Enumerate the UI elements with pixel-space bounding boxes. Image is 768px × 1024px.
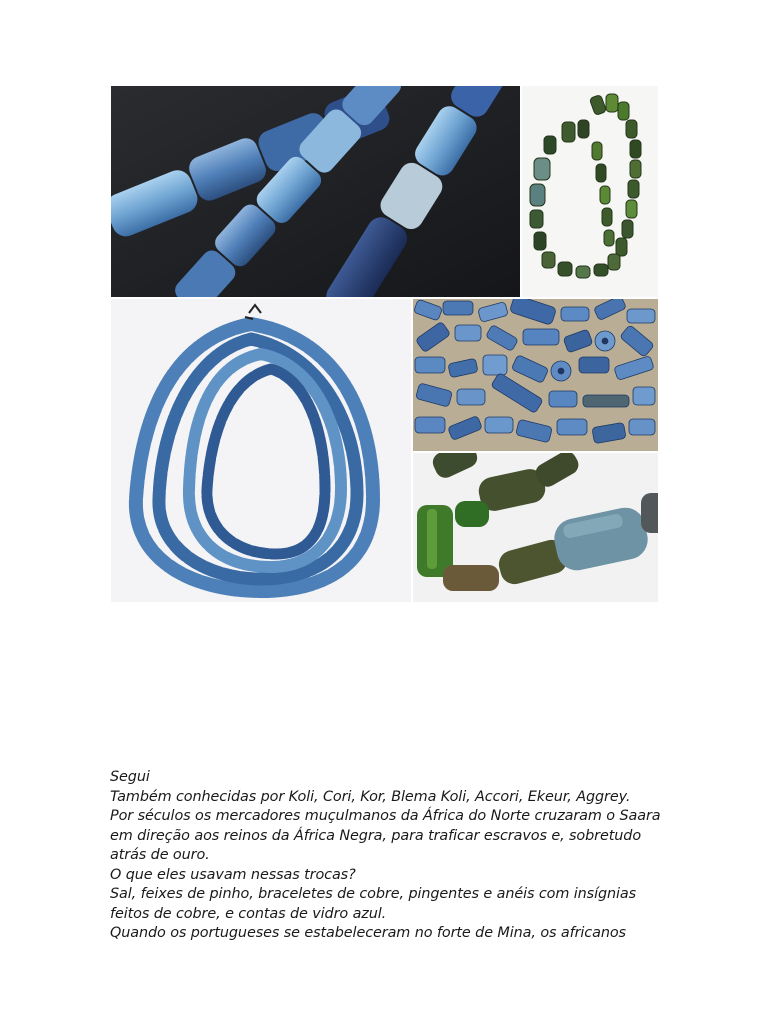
text-line-segui: Segui: [110, 769, 150, 785]
blue-bead-necklace-photo: [111, 299, 411, 602]
green-bead-necklace-photo: [522, 86, 658, 297]
text-line: em direção aos reinos da África Negra, para traficar escravos e, sobretudo: [110, 827, 642, 844]
text-line-names: Também conhecidas por Koli, Cori, Kor, Blema Koli, Accori, Ekeur, Aggrey.: [110, 788, 631, 805]
text-line: feitos de cobre, e contas de vidro azul.: [110, 905, 387, 922]
body-text: [110, 768, 670, 944]
blue-beads-closeup-photo: [111, 86, 520, 297]
green-glass-beads-closeup-photo: [413, 453, 658, 602]
text-line: Quando os portugueses se estabeleceram no forte de Mina, os africanos: [110, 925, 626, 941]
text-line: atrás de ouro.: [110, 847, 210, 863]
pile-of-blue-beads-photo: [413, 299, 658, 451]
text-line-question: O que eles usavam nessas trocas?: [110, 866, 356, 883]
text-line: Sal, feixes de pinho, braceletes de cobre, pingentes e anéis com insígnias: [110, 886, 637, 902]
text-line: Por séculos os mercadores muçulmanos da África do Norte cruzaram o Saara: [110, 808, 661, 824]
